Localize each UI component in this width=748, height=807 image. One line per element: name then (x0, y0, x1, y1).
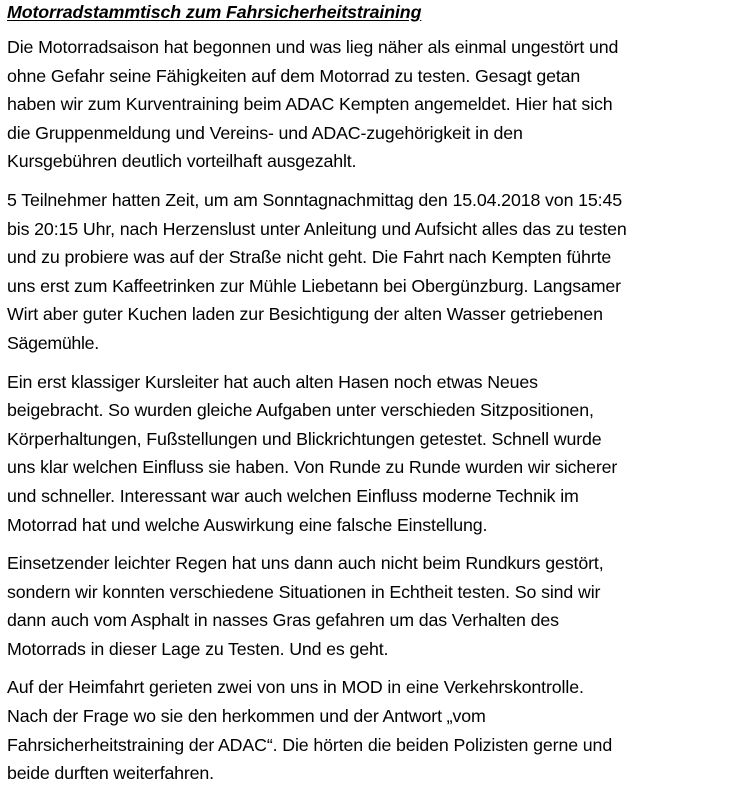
paragraph-line: ohne Gefahr seine Fähigkeiten auf dem Motorrad zu testen. Gesagt getan (7, 65, 581, 86)
paragraph-line: Sägemühle. (7, 332, 99, 353)
paragraph-line: haben wir zum Kurventraining beim ADAC Kempten angemeldet. Hier hat sich (7, 94, 613, 115)
paragraph-line: uns klar welchen Einfluss sie haben. Von Runde zu Runde wurden wir sicherer (7, 457, 618, 478)
paragraph-line: Körperhaltungen, Fußstellungen und Blickrichtungen getestet. Schnell wurde (7, 428, 602, 449)
paragraph-line: bis 20:15 Uhr, nach Herzenslust unter Anleitung und Aufsicht alles das zu testen (7, 218, 627, 239)
paragraph-3 (7, 368, 745, 540)
paragraph-line: und zu probiere was auf der Straße nicht geht. Die Fahrt nach Kempten führte (7, 247, 612, 268)
paragraph-line: und schneller. Interessant war auch welchen Einfluss moderne Technik im (7, 485, 579, 506)
paragraph-line: Einsetzender leichter Regen hat uns dann auch nicht beim Rundkurs gestört, (7, 553, 604, 574)
paragraph-line: dann auch vom Asphalt in nasses Gras gefahren um das Verhalten des (7, 610, 559, 631)
paragraph-line: Nach der Frage wo sie den herkommen und der Antwort „vom (7, 706, 486, 727)
paragraph-line: beide durften weiterfahren. (7, 763, 214, 784)
paragraph-line: beigebracht. So wurden gleiche Aufgaben unter verschieden Sitzpositionen, (7, 400, 594, 421)
document-title: Motorradstammtisch zum Fahrsicherheitstraining (7, 2, 422, 22)
paragraph-line: Ein erst klassiger Kursleiter hat auch alten Hasen noch etwas Neues (7, 371, 538, 392)
paragraph-line: Auf der Heimfahrt gerieten zwei von uns in MOD in eine Verkehrskontrolle. (7, 677, 584, 698)
document-body (7, 0, 745, 788)
paragraph-line: die Gruppenmeldung und Vereins- und ADAC-zugehörigkeit in den (7, 122, 523, 143)
paragraph-line: Motorrads in dieser Lage zu Testen. Und es geht. (7, 638, 389, 659)
paragraph-line: Wirt aber guter Kuchen laden zur Besichtigung der alten Wasser getriebenen (7, 304, 603, 325)
paragraph-line: Die Motorradsaison hat begonnen und was lieg näher als einmal ungestört und (7, 37, 619, 57)
paragraph-4 (7, 549, 745, 663)
paragraph-5 (7, 673, 745, 787)
paragraph-list (7, 33, 745, 788)
paragraph-line: Motorrad hat und welche Auswirkung eine falsche Einstellung. (7, 514, 488, 535)
paragraph-line: Kursgebühren deutlich vorteilhaft ausgezahlt. (7, 151, 357, 172)
paragraph-1 (7, 33, 745, 176)
paragraph-line: uns erst zum Kaffeetrinken zur Mühle Liebetann bei Obergünzburg. Langsamer (7, 275, 621, 296)
paragraph-2 (7, 186, 745, 358)
paragraph-line: Fahrsicherheitstraining der ADAC“. Die hörten die beiden Polizisten gerne und (7, 734, 613, 755)
paragraph-line: 5 Teilnehmer hatten Zeit, um am Sonntagnachmittag den 15.04.2018 von 15:45 (7, 189, 623, 210)
paragraph-line: sondern wir konnten verschiedene Situationen in Echtheit testen. So sind wir (7, 581, 601, 602)
